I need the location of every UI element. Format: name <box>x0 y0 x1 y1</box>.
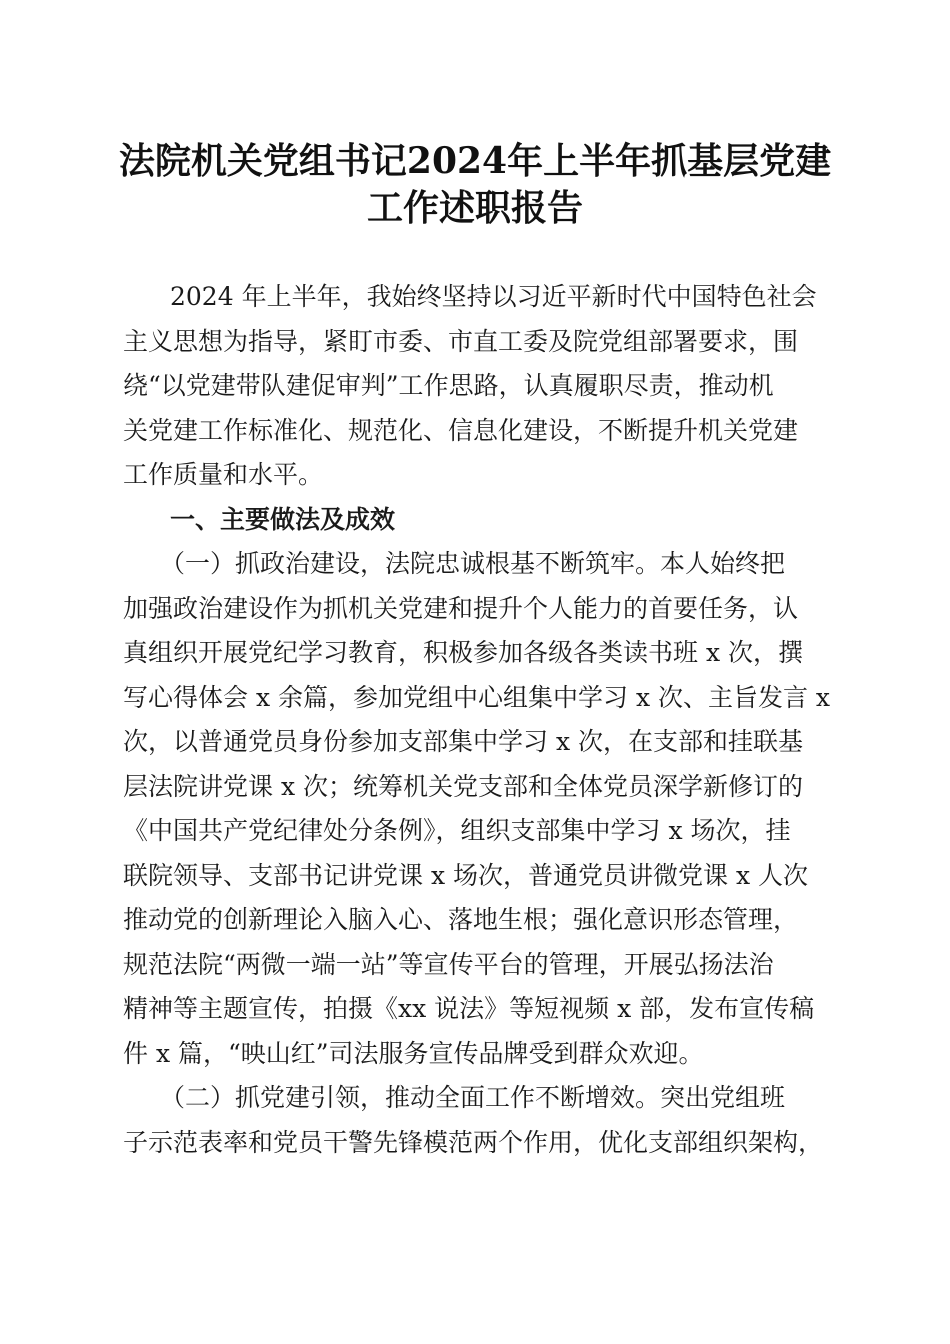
sub1-line-3: 真组织开展党纪学习教育，积极参加各级各类读书班 x 次，撰 <box>123 638 803 667</box>
intro-line-5: 工作质量和水平。 <box>123 460 324 489</box>
intro-line-3: 绕“以党建带队建促审判”工作思路，认真履职尽责，推动机 <box>123 371 774 400</box>
sub1-line-8: 联院领导、支部书记讲党课 x 场次，普通党员讲微党课 x 人次 <box>123 861 808 890</box>
sub2-line-1: （二）抓党建引领，推动全面工作不断增效。突出党组班 <box>160 1083 786 1112</box>
intro-line-4: 关党建工作标准化、规范化、信息化建设，不断提升机关党建 <box>123 416 799 445</box>
document-title-line-2: 工作述职报告 <box>366 187 583 229</box>
intro-line-1: 2024 年上半年，我始终坚持以习近平新时代中国特色社会 <box>170 282 817 311</box>
sub1-line-6: 层法院讲党课 x 次；统筹机关党支部和全体党员深学新修订的 <box>123 772 803 801</box>
sub1-line-10: 规范法院“两微一端一站”等宣传平台的管理，开展弘扬法治 <box>123 950 774 979</box>
document-title-line-1: 法院机关党组书记2024年上半年抓基层党建 <box>118 140 832 182</box>
sub1-line-9: 推动党的创新理论入脑入心、落地生根；强化意识形态管理， <box>123 905 799 934</box>
sub1-line-1: （一）抓政治建设，法院忠诚根基不断筑牢。本人始终把 <box>160 549 786 578</box>
sub1-line-4: 写心得体会 x 余篇，参加党组中心组集中学习 x 次、主旨发言 x <box>123 683 831 712</box>
sub1-line-5: 次，以普通党员身份参加支部集中学习 x 次，在支部和挂联基 <box>123 727 803 756</box>
sub1-line-12: 件 x 篇，“映山红”司法服务宣传品牌受到群众欢迎。 <box>123 1039 704 1068</box>
sub1-line-11: 精神等主题宣传，拍摄《xx 说法》等短视频 x 部，发布宣传稿 <box>123 994 815 1023</box>
sub1-line-2: 加强政治建设作为抓机关党建和提升个人能力的首要任务，认 <box>123 594 799 623</box>
sub1-line-7: 《中国共产党纪律处分条例》，组织支部集中学习 x 场次，挂 <box>123 816 791 845</box>
sub2-line-2: 子示范表率和党员干警先锋模范两个作用，优化支部组织架构， <box>123 1128 824 1157</box>
section-1-heading: 一、主要做法及成效 <box>170 505 396 534</box>
intro-line-2: 主义思想为指导，紧盯市委、市直工委及院党组部署要求，围 <box>123 327 799 356</box>
